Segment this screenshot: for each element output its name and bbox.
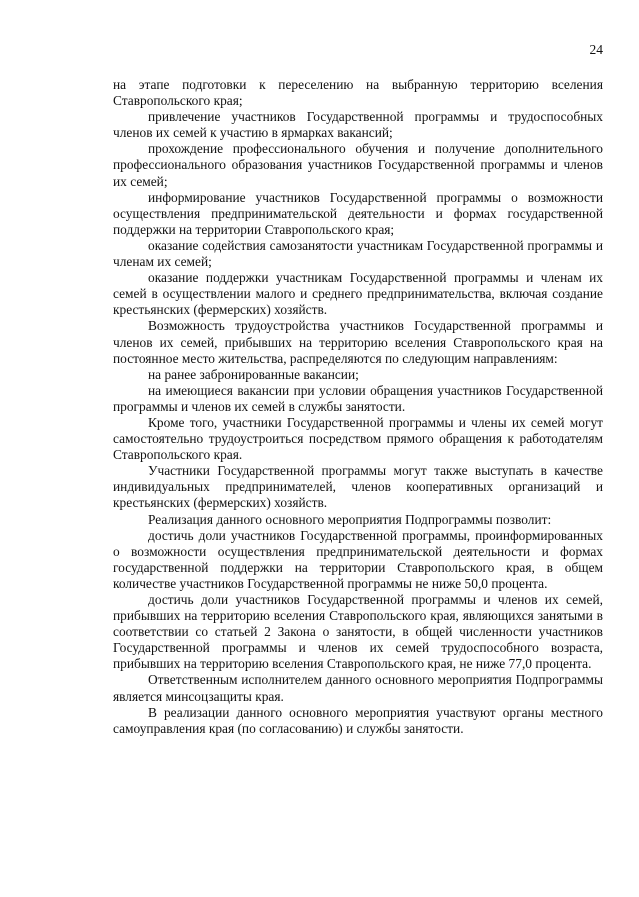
paragraph-6: оказание поддержки участникам Государственной программы и членам их семей в осуществлении малого и среднего предпринимательства, включая создание крестьянских (фермерских) хозяйств. xyxy=(113,270,603,318)
paragraph-1: на этапе подготовки к переселению на выбранную территорию вселения Ставропольского края; xyxy=(113,77,603,109)
paragraph-11: Участники Государственной программы могут также выступать в качестве индивидуальных предпринимателей, членов кооперативных организаций и крестьянских (фермерских) хозяйств. xyxy=(113,463,603,511)
paragraph-12: Реализация данного основного мероприятия Подпрограммы позволит: xyxy=(148,511,552,527)
paragraph-15: Ответственным исполнителем данного основного мероприятия Подпрограммы является минсоцзащиты края. xyxy=(113,672,603,704)
paragraph-9: на имеющиеся вакансии при условии обращения участников Государственной программы и членов их семей в службы занятости. xyxy=(113,382,603,414)
paragraph-4: информирование участников Государственной программы о возможности осуществления предпринимательской деятельности и формах государственной поддержки на территории Ставропольского края; xyxy=(113,189,603,237)
paragraph-2: привлечение участников Государственной программы и трудоспособных членов их семей к участию в ярмарках вакансий; xyxy=(113,109,603,141)
document-body xyxy=(113,77,603,737)
paragraph-8: на ранее забронированные вакансии; xyxy=(148,366,359,382)
page-number: 24 xyxy=(589,42,603,57)
paragraph-10: Кроме того, участники Государственной программы и члены их семей могут самостоятельно трудоустроиться посредством прямого обращения к работодателям Ставропольского края. xyxy=(113,414,603,463)
paragraph-3: прохождение профессионального обучения и получение дополнительного профессионального образования участников Государственной программы и членов их семей; xyxy=(113,141,603,189)
paragraph-16: В реализации данного основного мероприятия участвуют органы местного самоуправления края (по согласованию) и службы занятости. xyxy=(113,704,603,736)
paragraph-7: Возможность трудоустройства участников Государственной программы и членов их семей, прибывших на территорию вселения Ставропольского края на постоянное место жительства, распределяются по следующим направлениям: xyxy=(113,318,603,366)
paragraph-14: достичь доли участников Государственной программы и членов их семей, прибывших на территорию вселения Ставропольского края, являющихся занятыми в соответствии со статьей 2 Закона о занятости, в общей численности участников Государственной программы и членов их семей трудоспособного возраста, прибывших на территорию вселения Ставропольского края, не ниже 77,0 процента. xyxy=(113,592,603,672)
paragraph-5: оказание содействия самозанятости участникам Государственной программы и членам их семей; xyxy=(113,237,603,270)
paragraph-13: достичь доли участников Государственной программы, проинформированных о возможности осуществления предпринимательской деятельности и формах государственной поддержки на территории Ставропольского края, в общем количестве участников Государственной программы не ниже 50,0 процента. xyxy=(113,527,603,591)
